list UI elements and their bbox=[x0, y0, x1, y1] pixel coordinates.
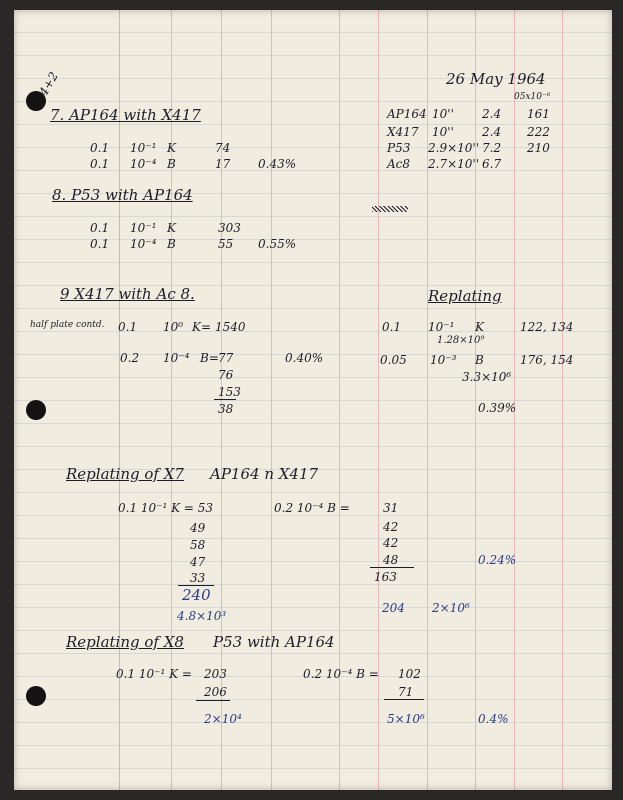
x7-b-value: 42 bbox=[383, 520, 399, 534]
cross9-volume: 0.1 bbox=[118, 320, 138, 334]
x8-k-line: 0.1 10⁻¹ K = bbox=[116, 667, 192, 681]
ref-strain: AP164 bbox=[387, 107, 427, 121]
cross9-medium: B= bbox=[200, 351, 219, 365]
replating-dilution: 10⁻³ bbox=[430, 353, 457, 367]
cross9-percent: 0.40% bbox=[285, 351, 324, 365]
replating-volume: 0.05 bbox=[380, 353, 407, 367]
sum-line bbox=[196, 700, 230, 701]
ref-c3: 210 bbox=[527, 141, 550, 155]
replating-titre: 3.3×10⁶ bbox=[462, 370, 512, 384]
cross8-count: 55 bbox=[218, 237, 234, 251]
cross9-extra: 76 bbox=[218, 368, 234, 382]
x8-b-value: 71 bbox=[398, 685, 414, 699]
cross8-percent: 0.55% bbox=[258, 237, 297, 251]
cross7-medium: K bbox=[167, 141, 176, 155]
replating-x8-title: Replating of X8 bbox=[66, 633, 184, 651]
cross8-volume: 0.1 bbox=[90, 221, 110, 235]
x7-k-value: 58 bbox=[190, 538, 206, 552]
x7-b-result: 204 bbox=[382, 601, 405, 615]
sum-line bbox=[384, 699, 424, 700]
replating-medium: K bbox=[475, 320, 484, 334]
date: 26 May 1964 bbox=[446, 70, 546, 88]
ref-strain: Ac8 bbox=[387, 157, 411, 171]
x7-k-total: 240 bbox=[182, 586, 211, 604]
x7-b-value: 42 bbox=[383, 536, 399, 550]
binder-hole-middle bbox=[26, 400, 46, 420]
x8-k-result: 2×10⁴ bbox=[204, 712, 242, 726]
replating-x7-title: Replating of X7 bbox=[66, 465, 184, 483]
x8-percent: 0.4% bbox=[478, 712, 509, 726]
ref-strain: X417 bbox=[387, 125, 419, 139]
cross8-title: 8. P53 with AP164 bbox=[52, 186, 193, 204]
x7-percent: 0.24% bbox=[478, 553, 517, 567]
replating-title: Replating bbox=[428, 287, 502, 305]
crossed-out-word bbox=[372, 206, 408, 212]
ref-c1: 2.7×10'' bbox=[428, 157, 480, 171]
x7-b-value: 31 bbox=[383, 501, 399, 515]
x7-k-value: 47 bbox=[190, 555, 206, 569]
cross9-title: 9 X417 with Ac 8. bbox=[60, 285, 195, 303]
cross7-count: 17 bbox=[215, 157, 231, 171]
replating-titre: 1.28×10⁹ bbox=[437, 335, 485, 346]
x8-k-value: 203 bbox=[204, 667, 227, 681]
exponent-note: 05x10⁻⁶ bbox=[514, 92, 551, 102]
replating-x8-subtitle: P53 with AP164 bbox=[213, 633, 335, 651]
cross7-medium: B bbox=[167, 157, 176, 171]
ref-c1: 10'' bbox=[432, 107, 454, 121]
ref-c2: 2.4 bbox=[482, 107, 502, 121]
replating-percent: 0.39% bbox=[478, 401, 517, 415]
replating-volume: 0.1 bbox=[382, 320, 402, 334]
cross7-volume: 0.1 bbox=[90, 157, 110, 171]
x7-k-result: 4.8×10³ bbox=[177, 609, 227, 623]
cross8-dilution: 10⁻¹ bbox=[130, 221, 157, 235]
ref-c2: 6.7 bbox=[482, 157, 502, 171]
cross9-extra: 153 bbox=[218, 385, 241, 399]
x7-b-line: 0.2 10⁻⁴ B = bbox=[274, 501, 350, 515]
cross9-dilution: 10⁻⁴ bbox=[163, 351, 190, 365]
x7-b-value: 48 bbox=[383, 553, 399, 567]
ref-strain: P53 bbox=[387, 141, 411, 155]
cross8-dilution: 10⁻⁴ bbox=[130, 237, 157, 251]
sum-line bbox=[370, 567, 414, 568]
margin-note: 4+2 bbox=[36, 69, 62, 99]
replating-count: 122, 134 bbox=[520, 320, 574, 334]
cross7-count: 74 bbox=[215, 141, 231, 155]
cross7-volume: 0.1 bbox=[90, 141, 110, 155]
binder-hole-bottom bbox=[26, 686, 46, 706]
x8-k-value: 206 bbox=[204, 685, 227, 699]
cross7-title: 7. AP164 with X417 bbox=[50, 106, 201, 124]
ref-c2: 7.2 bbox=[482, 141, 502, 155]
ref-c2: 2.4 bbox=[482, 125, 502, 139]
cross9-dilution: 10⁰ bbox=[163, 320, 184, 334]
replating-x7-subtitle: AP164 n X417 bbox=[210, 465, 319, 483]
cross8-medium: B bbox=[167, 237, 176, 251]
cross9-extra: 38 bbox=[218, 402, 234, 416]
ref-c3: 222 bbox=[527, 125, 550, 139]
cross8-medium: K bbox=[167, 221, 176, 235]
replating-medium: B bbox=[475, 353, 484, 367]
replating-count: 176, 154 bbox=[520, 353, 574, 367]
cross7-dilution: 10⁻¹ bbox=[130, 141, 157, 155]
sum-line bbox=[214, 399, 236, 400]
replating-dilution: 10⁻¹ bbox=[428, 320, 455, 334]
ref-c1: 10'' bbox=[432, 125, 454, 139]
x8-b-line: 0.2 10⁻⁴ B = bbox=[303, 667, 379, 681]
cross8-count: 303 bbox=[218, 221, 241, 235]
x7-b-total: 163 bbox=[374, 570, 397, 584]
cross9-volume: 0.2 bbox=[120, 351, 140, 365]
ref-c3: 161 bbox=[527, 107, 550, 121]
x8-b-result: 5×10⁶ bbox=[387, 712, 425, 726]
cross7-percent: 0.43% bbox=[258, 157, 297, 171]
cross9-count: 77 bbox=[218, 351, 234, 365]
cross9-medium: K= bbox=[192, 320, 212, 334]
x8-b-value: 102 bbox=[398, 667, 421, 681]
cross7-dilution: 10⁻⁴ bbox=[130, 157, 157, 171]
x7-k-value: 49 bbox=[190, 521, 206, 535]
x7-k-value: 33 bbox=[190, 571, 206, 585]
ref-c1: 2.9×10'' bbox=[428, 141, 480, 155]
cross8-volume: 0.1 bbox=[90, 237, 110, 251]
x7-k-line: 0.1 10⁻¹ K = 53 bbox=[118, 501, 214, 515]
cross9-note: half plate contd. bbox=[30, 320, 105, 330]
cross9-count: 1540 bbox=[215, 320, 246, 334]
x7-b-titre: 2×10⁶ bbox=[432, 601, 470, 615]
